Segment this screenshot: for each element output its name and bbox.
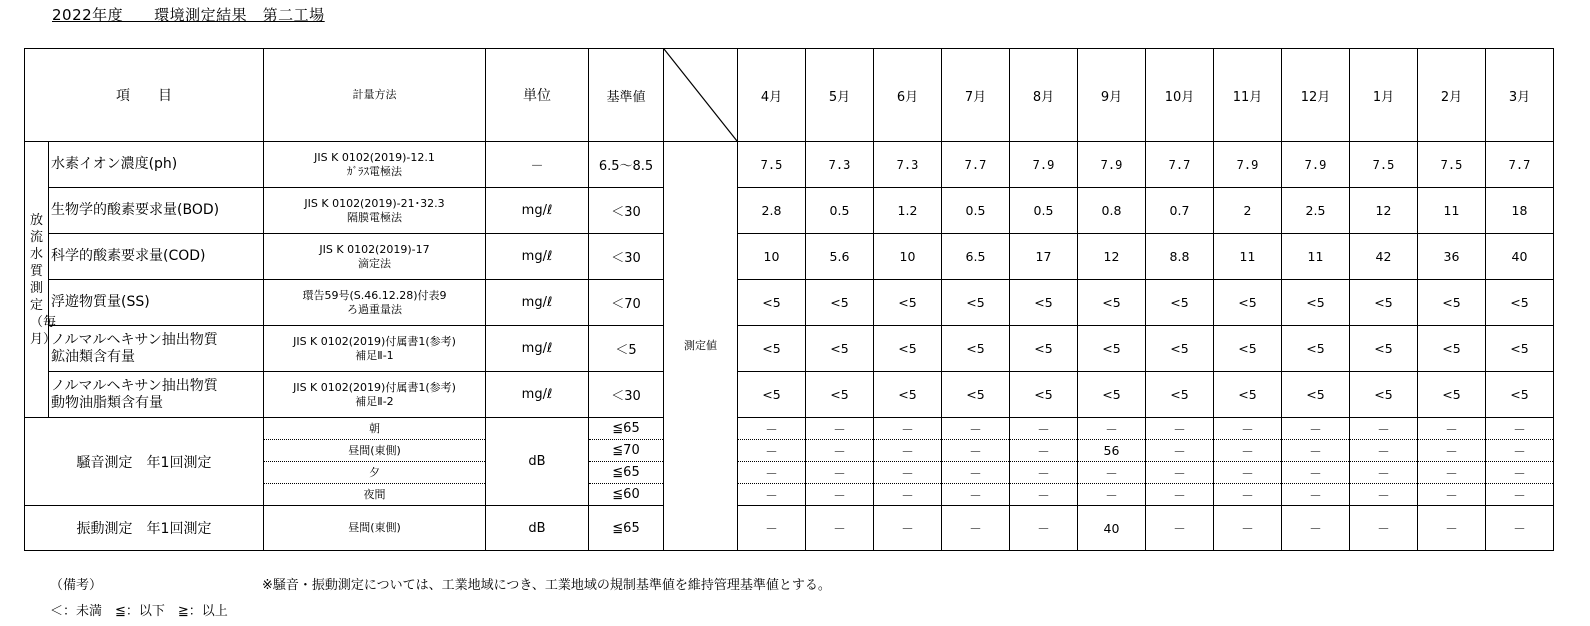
vibration-value: － bbox=[942, 506, 1010, 551]
noise-time: 夕 bbox=[264, 462, 486, 484]
water-method-line: 隔膜電極法 bbox=[347, 210, 402, 224]
water-item bbox=[49, 280, 264, 326]
water-standard: ＜70 bbox=[589, 280, 664, 326]
noise-value: － bbox=[1418, 440, 1486, 462]
water-value: 11 bbox=[1214, 234, 1282, 280]
noise-value: － bbox=[1282, 484, 1350, 506]
noise-value: － bbox=[1214, 440, 1282, 462]
water-method bbox=[264, 188, 486, 234]
noise-value: － bbox=[1214, 484, 1282, 506]
noise-value: － bbox=[1078, 484, 1146, 506]
remark-text: ※騒音・振動測定については、工業地域につき、工業地域の規制基準値を維持管理基準値とする。 bbox=[262, 578, 831, 593]
water-value: <5 bbox=[1350, 372, 1418, 418]
header-month: 11月 bbox=[1214, 49, 1282, 142]
water-value: 7.9 bbox=[1282, 142, 1350, 188]
vibration-value: － bbox=[1282, 506, 1350, 551]
noise-label: 騒音測定 年1回測定 bbox=[25, 418, 264, 506]
water-item bbox=[49, 142, 264, 188]
water-value: <5 bbox=[1282, 326, 1350, 372]
water-row bbox=[25, 142, 1554, 188]
measured-label: 測定値 bbox=[664, 142, 738, 551]
page-title: 2022年度 環境測定結果 第二工場 bbox=[52, 6, 325, 24]
noise-value: － bbox=[942, 462, 1010, 484]
header-month: 8月 bbox=[1010, 49, 1078, 142]
water-unit: － bbox=[486, 142, 589, 188]
noise-standard: ≦65 bbox=[589, 462, 664, 484]
water-method-line: JIS K 0102(2019)付属書1(参考) bbox=[293, 334, 456, 348]
noise-value: － bbox=[1282, 462, 1350, 484]
water-value: <5 bbox=[1350, 326, 1418, 372]
noise-value: － bbox=[1486, 484, 1554, 506]
noise-value: － bbox=[1146, 484, 1214, 506]
water-group-label-cell bbox=[25, 142, 57, 418]
vibration-value: 40 bbox=[1078, 506, 1146, 551]
noise-value: － bbox=[738, 440, 806, 462]
water-method bbox=[264, 280, 486, 326]
header-month: 7月 bbox=[942, 49, 1010, 142]
vibration-value: － bbox=[806, 506, 874, 551]
water-standard: ＜5 bbox=[589, 326, 664, 372]
water-unit: mg/ℓ bbox=[486, 280, 589, 326]
water-method bbox=[264, 234, 486, 280]
noise-value: － bbox=[874, 462, 942, 484]
water-value: <5 bbox=[738, 372, 806, 418]
water-value: <5 bbox=[806, 372, 874, 418]
noise-time: 朝 bbox=[264, 418, 486, 440]
water-item bbox=[49, 234, 264, 280]
noise-value: － bbox=[1282, 418, 1350, 440]
water-value: <5 bbox=[1146, 326, 1214, 372]
water-value: 7.3 bbox=[874, 142, 942, 188]
water-row bbox=[25, 372, 1554, 418]
noise-standard: ≦65 bbox=[589, 418, 664, 440]
water-value: <5 bbox=[806, 326, 874, 372]
water-item-line: 生物学的酸素要求量(BOD) bbox=[51, 202, 220, 218]
water-value: <5 bbox=[738, 280, 806, 326]
water-item bbox=[49, 326, 264, 372]
header-item: 項 目 bbox=[25, 49, 264, 142]
water-value: <5 bbox=[942, 372, 1010, 418]
vibration-value: － bbox=[1010, 506, 1078, 551]
noise-value: 56 bbox=[1078, 440, 1146, 462]
noise-value: － bbox=[942, 418, 1010, 440]
water-value: <5 bbox=[942, 326, 1010, 372]
water-value: 1.2 bbox=[874, 188, 942, 234]
water-item-line: 水素イオン濃度(ph) bbox=[51, 156, 178, 172]
water-value: <5 bbox=[738, 326, 806, 372]
water-method-line: 環告59号(S.46.12.28)付表9 bbox=[302, 288, 447, 302]
water-value: 7.5 bbox=[738, 142, 806, 188]
water-value: 7.7 bbox=[1486, 142, 1554, 188]
noise-value: － bbox=[942, 440, 1010, 462]
noise-value: － bbox=[1350, 484, 1418, 506]
water-row bbox=[25, 188, 1554, 234]
water-value: 5.6 bbox=[806, 234, 874, 280]
noise-value: － bbox=[1214, 462, 1282, 484]
water-value: <5 bbox=[1486, 280, 1554, 326]
results-table bbox=[24, 48, 1554, 551]
header-month: 6月 bbox=[874, 49, 942, 142]
water-row bbox=[25, 326, 1554, 372]
water-unit: mg/ℓ bbox=[486, 234, 589, 280]
noise-time: 夜間 bbox=[264, 484, 486, 506]
noise-value: － bbox=[874, 418, 942, 440]
noise-value: － bbox=[1146, 440, 1214, 462]
water-group-label: 放流水質測定（毎月） bbox=[30, 212, 57, 347]
vibration-value: － bbox=[1214, 506, 1282, 551]
water-value: 7.5 bbox=[1418, 142, 1486, 188]
vibration-label: 振動測定 年1回測定 bbox=[25, 506, 264, 551]
water-value: 7.3 bbox=[806, 142, 874, 188]
water-value: 10 bbox=[738, 234, 806, 280]
water-value: 2.8 bbox=[738, 188, 806, 234]
water-value: 17 bbox=[1010, 234, 1078, 280]
water-item-line: 科学的酸素要求量(COD) bbox=[51, 248, 206, 264]
noise-value: － bbox=[1350, 440, 1418, 462]
water-method bbox=[264, 326, 486, 372]
water-value: <5 bbox=[1350, 280, 1418, 326]
water-value: 0.8 bbox=[1078, 188, 1146, 234]
noise-value: － bbox=[1010, 418, 1078, 440]
noise-value: － bbox=[806, 440, 874, 462]
water-value: <5 bbox=[1418, 326, 1486, 372]
noise-value: － bbox=[738, 418, 806, 440]
water-value: 10 bbox=[874, 234, 942, 280]
water-item-line: ノルマルヘキサン抽出物質 bbox=[51, 331, 218, 348]
vibration-value: － bbox=[1146, 506, 1214, 551]
noise-value: － bbox=[1486, 418, 1554, 440]
water-value: 11 bbox=[1418, 188, 1486, 234]
water-value: <5 bbox=[1146, 372, 1214, 418]
water-value: 0.5 bbox=[942, 188, 1010, 234]
header-month: 1月 bbox=[1350, 49, 1418, 142]
water-value: <5 bbox=[1282, 280, 1350, 326]
vibration-standard: ≦65 bbox=[589, 506, 664, 551]
noise-value: － bbox=[874, 440, 942, 462]
water-unit: mg/ℓ bbox=[486, 326, 589, 372]
noise-value: － bbox=[1146, 462, 1214, 484]
noise-value: － bbox=[806, 418, 874, 440]
remark-label: （備考） bbox=[50, 578, 103, 593]
water-standard: ＜30 bbox=[589, 188, 664, 234]
water-value: 7.7 bbox=[1146, 142, 1214, 188]
water-value: 7.5 bbox=[1350, 142, 1418, 188]
noise-value: － bbox=[1418, 418, 1486, 440]
water-value: <5 bbox=[1214, 326, 1282, 372]
vibration-value: － bbox=[738, 506, 806, 551]
water-value: 36 bbox=[1418, 234, 1486, 280]
vibration-unit: dB bbox=[486, 506, 589, 551]
water-value: 18 bbox=[1486, 188, 1554, 234]
vibration-value: － bbox=[874, 506, 942, 551]
noise-value: － bbox=[1010, 440, 1078, 462]
water-value: <5 bbox=[1146, 280, 1214, 326]
water-value: <5 bbox=[874, 280, 942, 326]
water-method-line: 補足Ⅱ-2 bbox=[355, 394, 394, 408]
noise-value: － bbox=[1418, 462, 1486, 484]
header-month: 4月 bbox=[738, 49, 806, 142]
water-value: <5 bbox=[806, 280, 874, 326]
noise-value: － bbox=[1010, 462, 1078, 484]
water-value: 12 bbox=[1350, 188, 1418, 234]
water-item-line: 浮遊物質量(SS) bbox=[51, 294, 150, 310]
water-value: 7.9 bbox=[1078, 142, 1146, 188]
water-value: <5 bbox=[874, 372, 942, 418]
water-value: <5 bbox=[942, 280, 1010, 326]
noise-value: － bbox=[1078, 418, 1146, 440]
water-method-line: 滴定法 bbox=[358, 256, 391, 270]
water-value: <5 bbox=[1010, 372, 1078, 418]
water-method-line: JIS K 0102(2019)-12.1 bbox=[314, 150, 435, 164]
noise-value: － bbox=[806, 462, 874, 484]
water-item bbox=[49, 372, 264, 418]
water-value: <5 bbox=[1418, 372, 1486, 418]
noise-value: － bbox=[806, 484, 874, 506]
header-month: 2月 bbox=[1418, 49, 1486, 142]
water-value: <5 bbox=[1282, 372, 1350, 418]
water-value: <5 bbox=[1214, 280, 1282, 326]
header-standard: 基準値 bbox=[589, 49, 664, 142]
vibration-value: － bbox=[1418, 506, 1486, 551]
water-value: 6.5 bbox=[942, 234, 1010, 280]
header-unit: 単位 bbox=[486, 49, 589, 142]
noise-value: － bbox=[1214, 418, 1282, 440]
water-value: 8.8 bbox=[1146, 234, 1214, 280]
header-diagonal-cell bbox=[664, 49, 738, 142]
water-value: 2 bbox=[1214, 188, 1282, 234]
noise-value: － bbox=[1282, 440, 1350, 462]
water-item bbox=[49, 188, 264, 234]
water-value: 42 bbox=[1350, 234, 1418, 280]
water-value: <5 bbox=[874, 326, 942, 372]
water-value: 0.7 bbox=[1146, 188, 1214, 234]
water-unit: mg/ℓ bbox=[486, 188, 589, 234]
water-value: 7.7 bbox=[942, 142, 1010, 188]
water-method-line: JIS K 0102(2019)-21･32.3 bbox=[304, 196, 445, 210]
noise-standard: ≦60 bbox=[589, 484, 664, 506]
noise-value: － bbox=[874, 484, 942, 506]
noise-time: 昼間(東側) bbox=[264, 440, 486, 462]
water-standard: 6.5～8.5 bbox=[589, 142, 664, 188]
vibration-value: － bbox=[1486, 506, 1554, 551]
water-value: 11 bbox=[1282, 234, 1350, 280]
water-value: <5 bbox=[1010, 280, 1078, 326]
water-value: <5 bbox=[1078, 326, 1146, 372]
water-method-line: JIS K 0102(2019)付属書1(参考) bbox=[293, 380, 456, 394]
water-value: 7.9 bbox=[1010, 142, 1078, 188]
vibration-row bbox=[25, 506, 1554, 551]
header-month: 9月 bbox=[1078, 49, 1146, 142]
vibration-time: 昼間(東側) bbox=[264, 506, 486, 551]
noise-value: － bbox=[1486, 462, 1554, 484]
header-month: 10月 bbox=[1146, 49, 1214, 142]
legend-text: ＜：未満 ≦：以下 ≧：以上 bbox=[50, 604, 228, 619]
noise-value: － bbox=[1146, 418, 1214, 440]
noise-unit: dB bbox=[486, 418, 589, 506]
water-method-line: 補足Ⅱ-1 bbox=[355, 348, 394, 362]
noise-value: － bbox=[1418, 484, 1486, 506]
water-value: 0.5 bbox=[806, 188, 874, 234]
water-value: 12 bbox=[1078, 234, 1146, 280]
water-value: <5 bbox=[1214, 372, 1282, 418]
water-standard: ＜30 bbox=[589, 372, 664, 418]
water-item-line: ノルマルヘキサン抽出物質 bbox=[51, 377, 218, 394]
noise-value: － bbox=[1486, 440, 1554, 462]
header-month: 5月 bbox=[806, 49, 874, 142]
water-row bbox=[25, 234, 1554, 280]
water-value: 40 bbox=[1486, 234, 1554, 280]
noise-value: － bbox=[738, 484, 806, 506]
vibration-value: － bbox=[1350, 506, 1418, 551]
header-month: 3月 bbox=[1486, 49, 1554, 142]
water-method-line: ろ過重量法 bbox=[347, 302, 402, 316]
noise-value: － bbox=[1350, 462, 1418, 484]
water-standard: ＜30 bbox=[589, 234, 664, 280]
water-value: <5 bbox=[1486, 326, 1554, 372]
noise-value: － bbox=[1010, 484, 1078, 506]
water-method bbox=[264, 142, 486, 188]
noise-value: － bbox=[1350, 418, 1418, 440]
noise-value: － bbox=[1078, 462, 1146, 484]
water-method bbox=[264, 372, 486, 418]
water-value: <5 bbox=[1078, 280, 1146, 326]
water-method-line: JIS K 0102(2019)-17 bbox=[319, 242, 430, 256]
header-method: 計量方法 bbox=[264, 49, 486, 142]
water-unit: mg/ℓ bbox=[486, 372, 589, 418]
noise-value: － bbox=[738, 462, 806, 484]
header-month: 12月 bbox=[1282, 49, 1350, 142]
noise-standard: ≦70 bbox=[589, 440, 664, 462]
water-value: 7.9 bbox=[1214, 142, 1282, 188]
diagonal-line bbox=[664, 49, 737, 141]
water-item-line: 動物油脂類含有量 bbox=[51, 394, 163, 411]
water-method-line: ｶﾞﾗｽ電極法 bbox=[347, 164, 402, 178]
water-value: 0.5 bbox=[1010, 188, 1078, 234]
noise-row bbox=[25, 418, 1554, 440]
noise-value: － bbox=[942, 484, 1010, 506]
water-value: 2.5 bbox=[1282, 188, 1350, 234]
water-value: <5 bbox=[1010, 326, 1078, 372]
water-item-line: 鉱油類含有量 bbox=[51, 348, 135, 365]
water-value: <5 bbox=[1078, 372, 1146, 418]
water-value: <5 bbox=[1418, 280, 1486, 326]
water-row bbox=[25, 280, 1554, 326]
water-value: <5 bbox=[1486, 372, 1554, 418]
